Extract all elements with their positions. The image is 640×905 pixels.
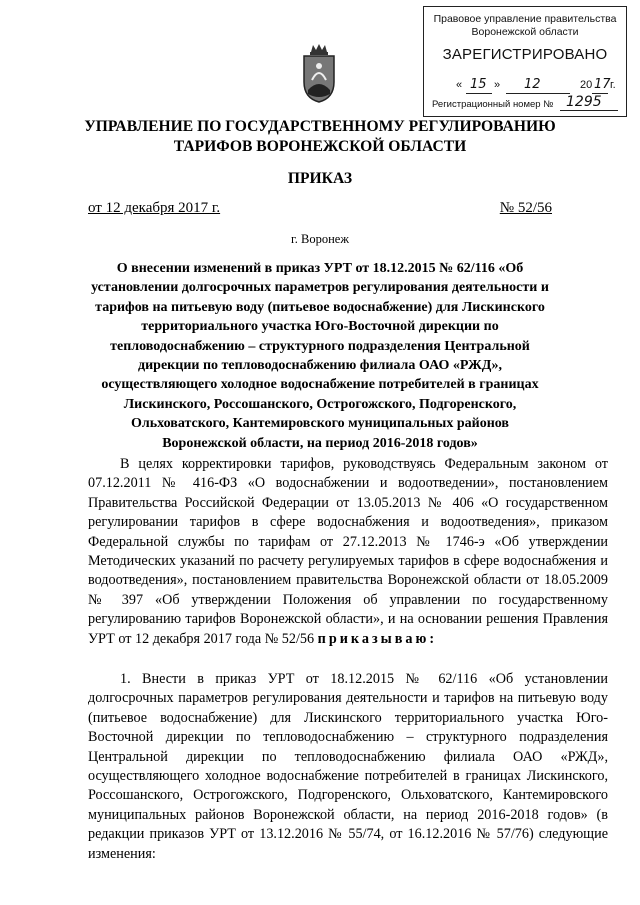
stamp-date-day: 15	[470, 77, 487, 92]
document-number: № 52/56	[499, 200, 552, 216]
stamp-line-1: Правовое управление правительства	[433, 13, 617, 25]
document-city: г. Воронеж	[291, 232, 349, 246]
order-word: приказываю:	[317, 630, 438, 647]
organization-name	[0, 117, 640, 157]
stamp-date-suffix: г.	[610, 79, 616, 91]
stamp-line-2: Воронежской области	[471, 26, 579, 38]
preamble-paragraph	[88, 455, 608, 649]
stamp-reg-value: 1295	[566, 94, 602, 110]
document-date: от 12 декабря 2017 г.	[88, 200, 221, 216]
document-subject: О внесении изменений в приказ УРТ от 18.12.2015 № 62/116 «Об установлении долгосрочных параметров регулирования деятельности и тарифов на питьевую воду (питьевое водоснабжение) для Лискинского территориального участка Юго-Восточной дирекции по тепловодоснабжению – структурного подразделения Центральной дирекции по тепловодоснабжению филиала ОАО «РЖД», осуществляющего холодное водоснабжение потребителей в границах Лискинского, Россошанского, Острогожского, Подгоренского, Ольховатского, Кантемировского муниципальных районов Воронежской области, на период 2016-2018 годов»	[91, 261, 549, 451]
stamp-reg-label: Регистрационный номер №	[432, 99, 554, 110]
preamble-text: В целях корректировки тарифов, руководствуясь Федеральным законом от 07.12.2011 № 416-ФЗ «О водоснабжении и водоотведении», постановлением Правительства Российской Федерации от 13.05.2013 № 406 «О государственном регулировании тарифов в сфере водоснабжения и водоотведения», приказом Федеральной службы по тарифам от 27.12.2013 № 1746-э «Об утверждении Методических указаний по расчету регулируемых тарифов в сфере водоснабжения и водоотведения», постановлением правительства Воронежской области от 18.05.2009 № 397 «Об утверждении Положения об управлении по государственному регулированию тарифов Воронежской области», и на основании решения Правления УРТ от 12 декабря 2017 года № 52/56	[88, 456, 608, 647]
stamp-date: « 15 » 12 20 17 г.	[456, 77, 616, 92]
date-number-row	[88, 200, 552, 217]
stamp-date-month: 12	[524, 77, 541, 92]
coat-of-arms-emblem	[299, 42, 339, 104]
registration-stamp	[423, 6, 627, 117]
organization-line-2: ТАРИФОВ ВОРОНЕЖСКОЙ ОБЛАСТИ	[173, 138, 467, 155]
stamp-date-year-prefix: 20	[580, 79, 593, 91]
clause-1-paragraph: 1. Внести в приказ УРТ от 18.12.2015 № 62/116 «Об установлении долгосрочных параметров регулирования деятельности и тарифов на питьевую воду (питьевое водоснабжение) для Лискинского территориального участка Юго-Восточной дирекции по тепловодоснабжению – структурного подразделения Центральной дирекции по тепловодоснабжению филиала ОАО «РЖД», осуществляющего холодное водоснабжение потребителей в границах Лискинского, Россошанского, Острогожского, Подгоренского, Ольховатского, Кантемировского муниципальных районов Воронежской области, на период 2016-2018 годов» (в редакции приказов УРТ от 13.12.2016 № 55/74, от 16.12.2016 № 57/76) следующие изменения:	[88, 671, 608, 862]
document-type: ПРИКАЗ	[287, 170, 353, 187]
stamp-date-year: 17	[594, 77, 611, 92]
stamp-reg-number	[432, 94, 622, 110]
stamp-registered: ЗАРЕГИСТРИРОВАНО	[442, 46, 608, 63]
organization-line-1: УПРАВЛЕНИЕ ПО ГОСУДАРСТВЕННОМУ РЕГУЛИРОВАНИЮ	[84, 118, 556, 135]
